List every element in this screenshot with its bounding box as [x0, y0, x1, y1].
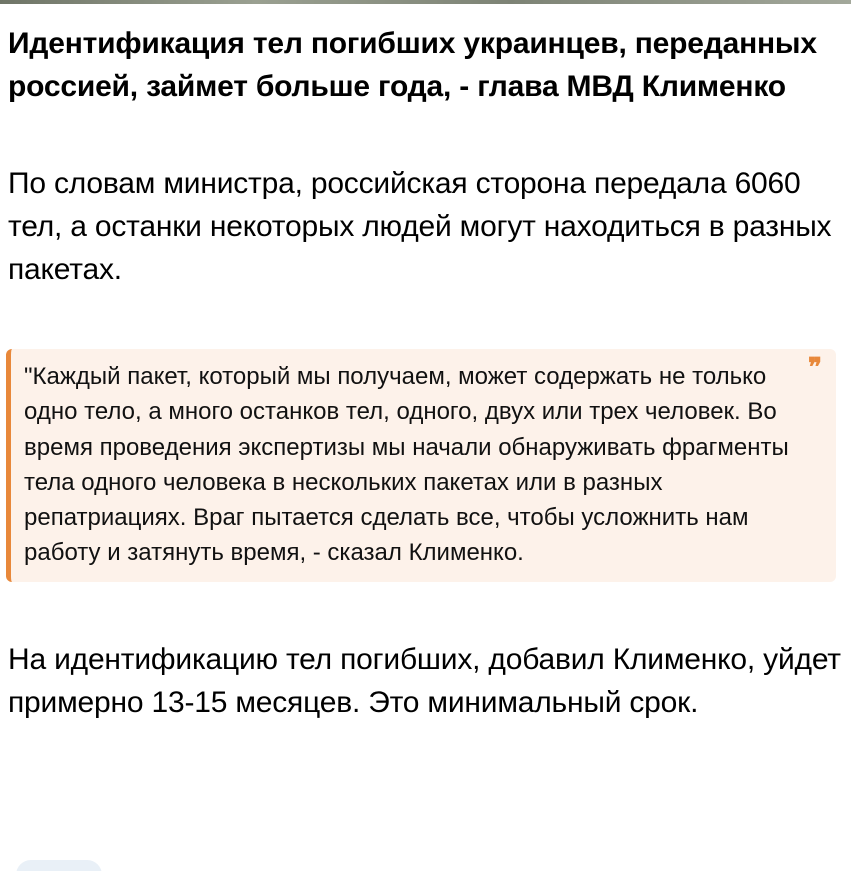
post-headline: Идентификация тел погибших украинцев, переданных россией, займет больше года, - глава МВД Клименко [8, 27, 817, 103]
quote-mark-icon: ❞ [808, 353, 822, 383]
media-preview-edge[interactable] [0, 0, 851, 4]
post-paragraph-2: На идентификацию тел погибших, добавил Клименко, уйдет примерно 13-15 месяцев. Это минимальный срок. [8, 642, 841, 719]
quote-text: "Каждый пакет, который мы получаем, может содержать не только одно тело, а много останков тел, одного, двух или трех человек. Во время проведения экспертизы мы начали обнаруживать фрагменты тела одного человека в нескольких пакетах или в разных репатриациях. Враг пытается сделать все, чтобы усложнить нам работу и затянуть время, - сказал Клименко. [24, 363, 789, 567]
channel-post [8, 22, 851, 724]
post-paragraph-1: По словам министра, российская сторона передала 6060 тел, а останки некоторых людей могут находиться в разных пакетах. [8, 167, 832, 286]
reaction-button[interactable] [16, 860, 102, 871]
blockquote [6, 349, 836, 582]
